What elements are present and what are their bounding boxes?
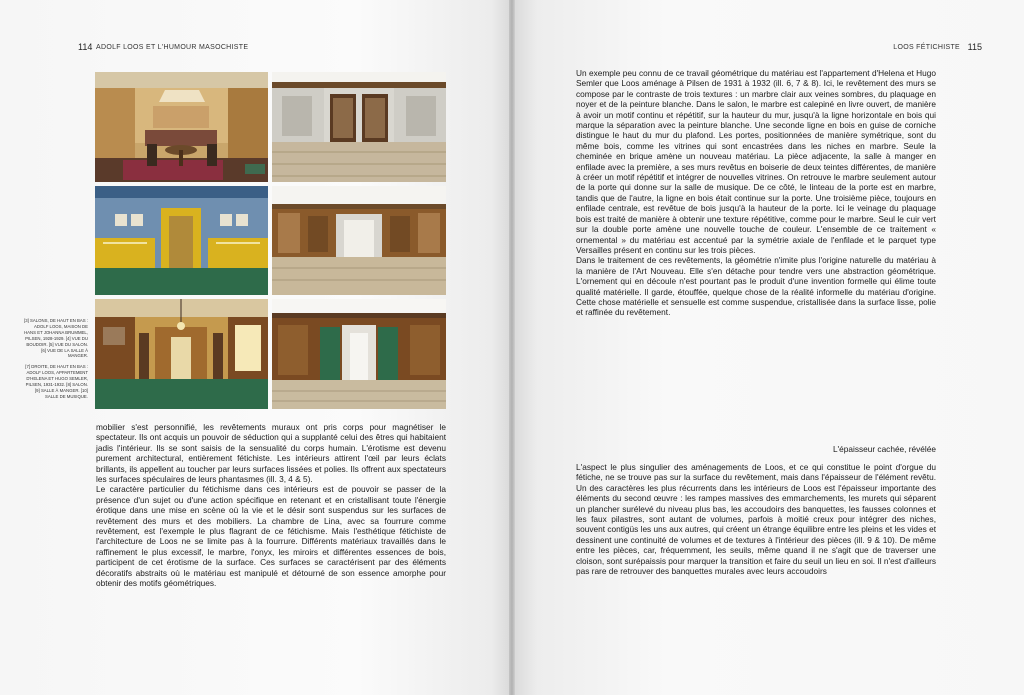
photo-corridor-green-floor [95, 299, 268, 409]
book-spine-shadow [509, 0, 515, 695]
photo-dining-room-semler [272, 186, 446, 295]
caption-paragraph-1: [3] SALONS, DE HAUT EN BAS : ADOLF LOOS, MAISON DE HANS ET JOHANNA BRUMMEL, PILSEN, 1928-1929. [4] VUE DU BOUDOIR. [5] VUE DU SALON. [6] VUE DE LA SALLE À MANGER. [24, 318, 88, 359]
right-paragraph-1: Un exemple peu connu de ce travail géométrique du matériau est l'appartement d'Helena et Hugo Semler que Loos aménage à Pilsen de 1931 à 1932 (ill. 6, 7 & 8). Ici, le revêtement des murs se compose par le contraste de trois textures : un marbre clair aux veines sombres, du plaquage en noyer et de la peinture blanche. Dans le salon, le marbre est calepiné en livre ouvert, de manière à avoir un motif continu et répétitif, sur la hauteur du mur, jusqu'à la ligne horizontale en bois qui marque la séparation avec la peinture blanche. Une seconde ligne en bois en guise de corniche distingue le haut du mur du plafond. Les portes, positionnées de manière symétrique, sont du même bois, comme les vitrines qui sont encastrées dans les niches en marbre. Seule la cheminée en brique amène un nouveau matériau. La pièce adjacente, la salle à manger en enfilade avec la première, a ses murs revêtus en boiserie de deux teintes différentes, de manière à créer un motif répétitif et intégrer de nouvelles vitrines. On retrouve le marbre seulement autour de la porte qui donne sur la salle de musique. De ce côté, le linteau de la porte est en marbre, tandis que de l'autre, la ligne en bois était continue sur la porte. Une troisième pièce, toujours en enfilade centrale, est revêtue de bois jusqu'à la hauteur de la porte. Ici le veinage du plaquage bois est traité de manière à obtenir une texture répétitive, comme pour le marbre. Seul le cuir vert sur la double porte amène une nouvelle touche de couleur. L'ensemble de ce traitement « ornemental » du matériau est accentué par la symétrie axiale de l'enfilade et le parquet type Versailles présent en continu sur les trois pièces. [576, 68, 936, 255]
caption-paragraph-2: [7] DROITE, DE HAUT EN BAS : ADOLF LOOS, APPARTEMENT D'HELENA ET HUGO SEMLER, PILSEN, 1931-1932. [8] SALON. [9] SALLE À MANGER. [10] SALLE DE MUSIQUE. [25, 364, 88, 399]
running-head-left: ADOLF LOOS ET L'HUMOUR MASOCHISTE [96, 44, 249, 51]
photo-salon-brummel [95, 72, 268, 182]
right-body-text-bottom [576, 462, 936, 576]
photo-marble-salon-semler [272, 72, 446, 182]
left-body-text [96, 422, 446, 589]
right-paragraph-2: Dans le traitement de ces revêtements, la géométrie n'imite plus l'origine naturelle du matériau à la manière de l'Art Nouveau. Elle s'en détache pour tendre vers une abstraction géométrique. L'ornement qui en découle n'est pourtant pas le produit d'une invention formelle qui élime toute qualité matérielle. Il garde, étouffée, quelque chose de la réalité informelle du matériau d'origine. Cette chose matérielle et sensuelle est comme suspendue, cristallisée dans la surface lisse, polie et raffinée du revêtement. [576, 255, 936, 318]
figure-caption [22, 318, 88, 405]
left-paragraph-1: mobilier s'est personnifié, les revêtements muraux ont pris corps pour magnétiser le spectateur. Ils ont acquis un pouvoir de séduction qui a supplanté celui des êtres qui habitaient jadis l'intérieur. Ils se sont saisis de la sensualité du corps humain. L'érotisme est devenu purement architectural, entièrement fétichiste. Les intérieurs attirent l'œil par leurs éclats brillants, ils appellent au toucher par leurs surfaces lissées et polies. Ils offrent aux spectateurs les surfaces spéculaires de leurs phantasmes (ill. 3, 4 & 5). [96, 422, 446, 485]
right-body-text-top [576, 68, 936, 318]
section-subheading: L'épaisseur cachée, révélée [832, 444, 936, 454]
page-number-right: 115 [967, 42, 982, 52]
photo-boudoir-yellow [95, 186, 268, 295]
page-number-left: 114 [78, 42, 93, 52]
photo-music-room-green-doors [272, 299, 446, 409]
running-head-right: LOOS FÉTICHISTE [893, 44, 960, 51]
right-paragraph-3: L'aspect le plus singulier des aménagements de Loos, et ce qui constitue le point d'orgue du fétiche, ne se trouve pas sur la surface du revêtement, mais dans l'épaisseur de l'élément revêtu. Un des caractères les plus récurrents dans les intérieurs de Loos est l'épaisseur importante des éléments du second œuvre : les rampes massives des emmarchements, les murets qui séparent un plancher surélevé du niveau plus bas, les accoudoirs des banquettes, les fausses colonnes et les faux pilastres, sont autant de volumes, parfois à moitié creux pour intégrer des niches, souvent contigüs les uns aux autres, qui créent un étrange équilibre entre les pleins et les vides et dessinent une continuité de volumes et de textures à l'intérieur des pièces (ill. 9 & 10). De même entre les pièces, car, fréquemment, les seuils, même quand il ne s'agit que de traverser une cloison, sont surépaissis pour marquer la transition et faire du seuil un lieu en soi. Il n'est d'ailleurs pas rare de retrouver des banquettes murales avec leurs accoudoirs [576, 462, 936, 577]
left-paragraph-2: Le caractère particulier du fétichisme dans ces intérieurs est de pouvoir se passer de la présence d'un sujet ou d'une action spécifique en retenant et en cristallisant toute l'énergie érotique dans une mise en scène où la vie et le désir sont suspendus sur les surfaces de revêtement des murs et des mobiliers. La chambre de Lina, avec sa fourrure comme revêtement, est l'exemple le plus flagrant de ce fétichisme. Mais l'esthétique fétichiste de l'architecture de Loos ne se limite pas à la fourrure. Différents matériaux travaillés dans le raffinement le plus excessif, le marbre, l'onyx, les miroirs et différentes essences de bois, participent de cet érotisme de la surface. Ces surfaces se caractérisent par des éléments décoratifs abstraits où le matériau est manipulé et détourné de son essence amorphe pour obtenir des motifs géométriques. [96, 484, 446, 589]
right-page [512, 0, 1024, 695]
